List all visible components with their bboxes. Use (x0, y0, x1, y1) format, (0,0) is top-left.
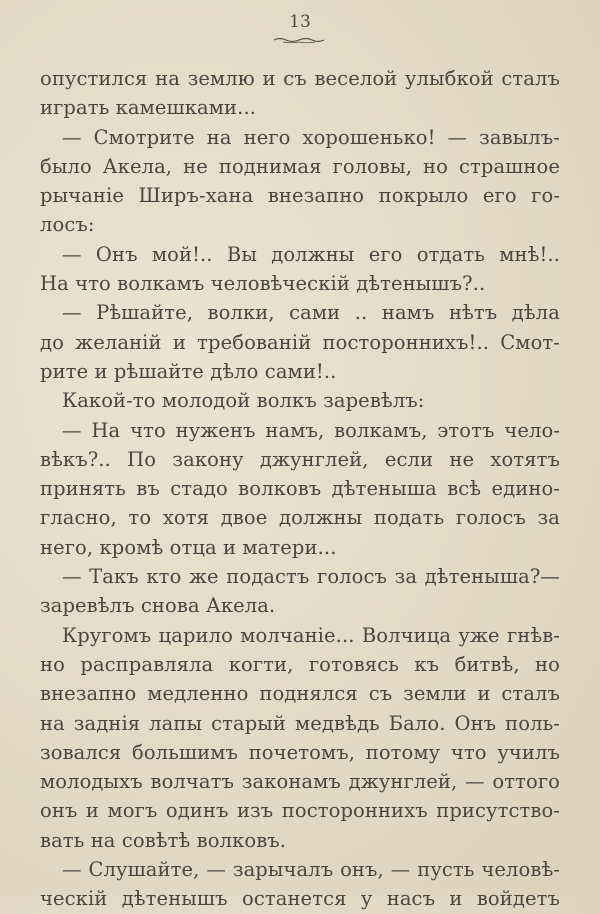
text-line: но расправляла когти, готовясь къ битвѣ, но (40, 652, 560, 676)
text-line: лосъ: (40, 213, 95, 237)
body-text (40, 64, 560, 914)
text-line: Кругомъ царило молчаніе... Волчица уже гнѣв- (62, 623, 560, 647)
text-line: заревѣлъ снова Акела. (40, 594, 276, 618)
text-line: было Акела, не поднимая головы, но страшное (40, 154, 560, 178)
text-line: рите и рѣшайте дѣло сами!.. (40, 359, 337, 383)
text-line: внезапно медленно поднялся съ земли и сталъ (40, 682, 560, 706)
text-line: На что волкамъ человѣческій дѣтенышъ?.. (40, 272, 486, 296)
text-line: на заднія лапы старый медвѣдь Бало. Онъ поль- (40, 711, 560, 735)
text-line: гласно, то хотя двое должны подать голосъ за (40, 506, 560, 530)
text-line: — На что нуженъ намъ, волкамъ, этотъ чело- (62, 418, 560, 442)
text-line: ческій дѣтенышъ останется у насъ и войдетъ (40, 887, 560, 911)
text-line: — Рѣшайте, волки, сами .. намъ нѣтъ дѣла (62, 301, 560, 325)
text-line: принять въ стадо волковъ дѣтеныша всѣ едино- (40, 477, 560, 501)
text-line: онъ и могъ одинъ изъ постороннихъ присутство- (40, 799, 560, 823)
text-line: него, кромѣ отца и матери... (40, 535, 337, 559)
text-line: — Такъ кто же подастъ голосъ за дѣтеныша?— (62, 565, 560, 589)
text-line: до желаній и требованій постороннихъ!.. Смот- (40, 330, 560, 354)
text-line: вать на совѣтѣ волковъ. (40, 828, 287, 852)
text-line: играть камешками... (40, 96, 257, 120)
text-line: Какой-то молодой волкъ заревѣлъ: (62, 389, 425, 413)
text-line: — Онъ мой!.. Вы должны его отдать мнѣ!.. (62, 242, 560, 266)
text-line: рычаніе Ширъ-хана внезапно покрыло его го- (40, 184, 560, 208)
text-line: зовался большимъ почетомъ, потому что училъ (40, 740, 560, 764)
text-line: опустился на землю и съ веселой улыбкой сталъ (40, 67, 560, 90)
wavy-rule-ornament-icon (273, 36, 325, 44)
text-line: — Смотрите на него хорошенько! — завылъ- (62, 125, 560, 149)
text-line: — Слушайте, — зарычалъ онъ, — пусть человѣ- (62, 858, 560, 882)
text-line: вѣкъ?.. По закону джунглей, если не хотятъ (40, 447, 560, 471)
text-line: молодыхъ волчатъ законамъ джунглей, — оттого (40, 770, 560, 794)
page-number: 13 (289, 12, 311, 32)
